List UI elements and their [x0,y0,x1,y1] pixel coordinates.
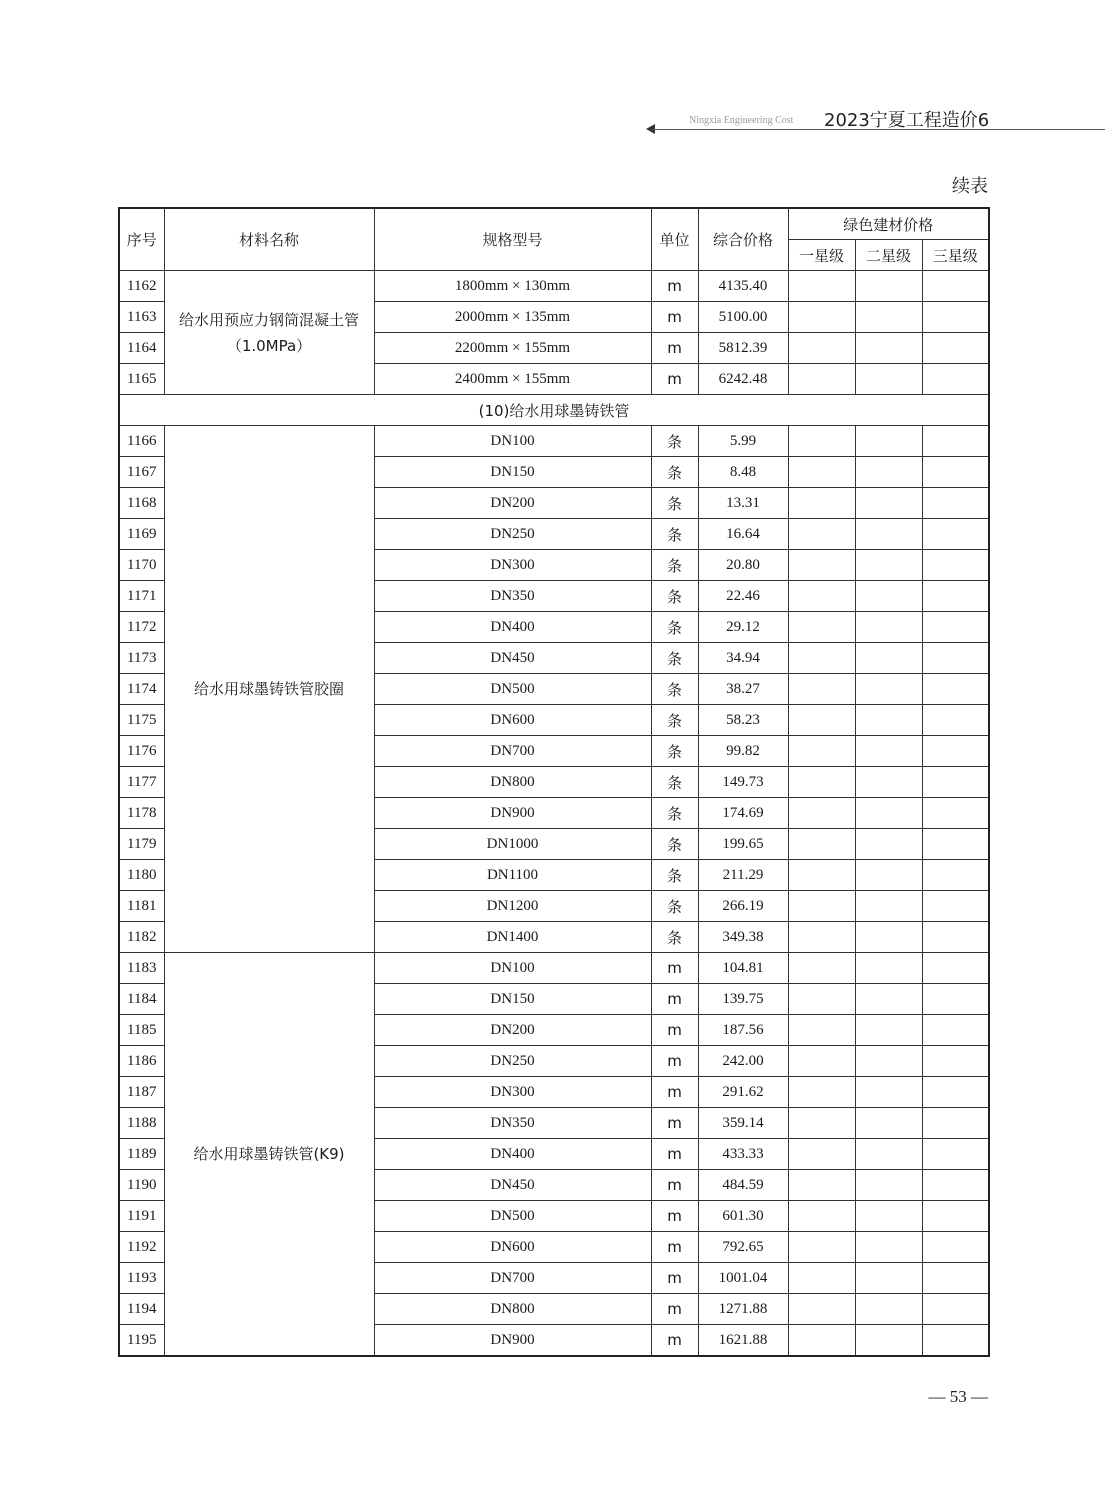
cell-spec: DN150 [374,457,651,488]
cell-unit: m [651,1108,698,1139]
cell-spec: DN100 [374,426,651,457]
cell-three-star [922,457,989,488]
cell-three-star [922,1015,989,1046]
cell-price: 242.00 [698,1046,788,1077]
cell-two-star [855,1201,922,1232]
cell-seq: 1174 [119,674,164,705]
cell-one-star [788,891,855,922]
cell-unit: 条 [651,922,698,953]
cell-two-star [855,829,922,860]
column-header-spec: 规格型号 [374,208,651,271]
cell-seq: 1186 [119,1046,164,1077]
cell-unit: m [651,953,698,984]
cell-spec: DN500 [374,1201,651,1232]
cell-material-name [164,426,374,953]
cell-unit: 条 [651,798,698,829]
cell-three-star [922,1077,989,1108]
cell-three-star [922,922,989,953]
cell-three-star [922,271,989,302]
cell-two-star [855,1170,922,1201]
cell-one-star [788,1046,855,1077]
material-name-line: （1.0MPa） [226,336,312,355]
cell-spec: DN1400 [374,922,651,953]
cell-two-star [855,736,922,767]
cell-three-star [922,612,989,643]
cell-two-star [855,1325,922,1357]
cell-unit: 条 [651,426,698,457]
table-row [119,271,989,302]
cell-two-star [855,643,922,674]
cell-unit: 条 [651,643,698,674]
cell-unit: m [651,1325,698,1357]
cell-spec: DN600 [374,705,651,736]
cell-price: 38.27 [698,674,788,705]
cell-three-star [922,1170,989,1201]
cell-one-star [788,426,855,457]
cell-one-star [788,1263,855,1294]
cell-one-star [788,581,855,612]
column-header-unit: 单位 [651,208,698,271]
cell-price: 34.94 [698,643,788,674]
cell-one-star [788,612,855,643]
cell-one-star [788,705,855,736]
cell-price: 149.73 [698,767,788,798]
cell-price: 792.65 [698,1232,788,1263]
cell-one-star [788,1015,855,1046]
cell-three-star [922,705,989,736]
cell-seq: 1191 [119,1201,164,1232]
table-row [119,426,989,457]
cell-two-star [855,767,922,798]
cell-unit: 条 [651,488,698,519]
cell-one-star [788,519,855,550]
cell-two-star [855,1263,922,1294]
cell-one-star [788,643,855,674]
cell-seq: 1188 [119,1108,164,1139]
cell-seq: 1184 [119,984,164,1015]
column-header-price: 综合价格 [698,208,788,271]
cell-two-star [855,364,922,395]
cell-seq: 1162 [119,271,164,302]
cell-unit: 条 [651,705,698,736]
cell-three-star [922,736,989,767]
cell-two-star [855,333,922,364]
cell-three-star [922,829,989,860]
cell-unit: 条 [651,891,698,922]
cell-spec: DN900 [374,1325,651,1357]
cell-unit: 条 [651,581,698,612]
cell-one-star [788,922,855,953]
cell-three-star [922,860,989,891]
continued-label: 续表 [952,176,988,197]
cell-spec: 2000mm × 135mm [374,302,651,333]
cell-unit: 条 [651,829,698,860]
publication-title: 2023宁夏工程造价6 [824,110,990,131]
cell-three-star [922,333,989,364]
column-header-name: 材料名称 [164,208,374,271]
cell-unit: m [651,1232,698,1263]
cell-unit: 条 [651,736,698,767]
cell-spec: DN400 [374,1139,651,1170]
cell-seq: 1170 [119,550,164,581]
table-header [119,208,989,271]
cell-three-star [922,674,989,705]
cell-two-star [855,922,922,953]
cell-one-star [788,984,855,1015]
cell-unit: m [651,1263,698,1294]
cell-price: 58.23 [698,705,788,736]
cell-one-star [788,1294,855,1325]
cell-three-star [922,550,989,581]
cell-three-star [922,581,989,612]
cell-unit: 条 [651,860,698,891]
section-row [119,395,989,426]
cell-price: 29.12 [698,612,788,643]
cell-price: 433.33 [698,1139,788,1170]
cell-spec: DN1100 [374,860,651,891]
cell-spec: DN700 [374,1263,651,1294]
cell-two-star [855,1077,922,1108]
cell-two-star [855,519,922,550]
cell-three-star [922,1263,989,1294]
cell-price: 5.99 [698,426,788,457]
cell-three-star [922,1046,989,1077]
cell-one-star [788,860,855,891]
cell-spec: DN700 [374,736,651,767]
cell-material-name [164,953,374,1357]
cell-price: 1271.88 [698,1294,788,1325]
cell-price: 349.38 [698,922,788,953]
cell-spec: DN350 [374,581,651,612]
material-name-line: 给水用预应力钢筒混凝土管 [178,310,359,329]
cell-seq: 1172 [119,612,164,643]
cell-price: 291.62 [698,1077,788,1108]
cell-unit: 条 [651,550,698,581]
cell-price: 174.69 [698,798,788,829]
column-header-three-star: 三星级 [922,240,989,271]
cell-three-star [922,891,989,922]
cell-one-star [788,953,855,984]
cell-spec: DN1000 [374,829,651,860]
cell-price: 139.75 [698,984,788,1015]
cell-unit: 条 [651,457,698,488]
cell-one-star [788,798,855,829]
cell-price: 266.19 [698,891,788,922]
table-body [119,271,989,1357]
cell-one-star [788,488,855,519]
cell-seq: 1182 [119,922,164,953]
cell-two-star [855,798,922,829]
cell-two-star [855,705,922,736]
cell-seq: 1169 [119,519,164,550]
cell-spec: DN400 [374,612,651,643]
cell-seq: 1183 [119,953,164,984]
material-name-line: 给水用球墨铸铁管(K9) [193,1145,345,1163]
cell-unit: m [651,984,698,1015]
cell-seq: 1164 [119,333,164,364]
cell-spec: DN450 [374,643,651,674]
cell-one-star [788,550,855,581]
cell-three-star [922,1108,989,1139]
cell-three-star [922,798,989,829]
cell-seq: 1181 [119,891,164,922]
cell-unit: m [651,1015,698,1046]
cell-spec: 1800mm × 130mm [374,271,651,302]
column-header-two-star: 二星级 [855,240,922,271]
cell-one-star [788,1108,855,1139]
cell-price: 4135.40 [698,271,788,302]
cell-two-star [855,457,922,488]
cell-seq: 1185 [119,1015,164,1046]
cell-seq: 1179 [119,829,164,860]
cell-one-star [788,674,855,705]
cell-spec: DN250 [374,1046,651,1077]
cell-two-star [855,1139,922,1170]
cell-spec: DN300 [374,550,651,581]
cell-seq: 1193 [119,1263,164,1294]
cell-two-star [855,426,922,457]
cell-spec: DN500 [374,674,651,705]
cell-spec: DN450 [374,1170,651,1201]
cell-three-star [922,953,989,984]
cell-three-star [922,1201,989,1232]
cell-price: 20.80 [698,550,788,581]
cell-seq: 1171 [119,581,164,612]
cell-seq: 1166 [119,426,164,457]
cell-seq: 1177 [119,767,164,798]
cell-one-star [788,302,855,333]
cell-price: 1621.88 [698,1325,788,1357]
cell-spec: DN200 [374,488,651,519]
cell-unit: m [651,364,698,395]
cell-three-star [922,426,989,457]
cell-one-star [788,364,855,395]
cell-two-star [855,302,922,333]
cell-one-star [788,1232,855,1263]
column-header-seq: 序号 [119,208,164,271]
cell-three-star [922,1325,989,1357]
cell-two-star [855,674,922,705]
cell-spec: DN300 [374,1077,651,1108]
cell-seq: 1190 [119,1170,164,1201]
cell-seq: 1187 [119,1077,164,1108]
cell-one-star [788,767,855,798]
cell-price: 199.65 [698,829,788,860]
cell-two-star [855,1232,922,1263]
cell-unit: 条 [651,612,698,643]
column-header-one-star: 一星级 [788,240,855,271]
cell-price: 601.30 [698,1201,788,1232]
cell-unit: 条 [651,767,698,798]
material-name-line: 给水用球墨铸铁管胶圈 [193,680,344,698]
cell-spec: DN100 [374,953,651,984]
page-number: — 53 — [928,1387,988,1406]
cell-three-star [922,364,989,395]
cell-price: 13.31 [698,488,788,519]
header-rule [652,129,1105,130]
cell-unit: m [651,1170,698,1201]
cell-two-star [855,550,922,581]
cell-one-star [788,333,855,364]
cell-seq: 1189 [119,1139,164,1170]
cell-spec: DN900 [374,798,651,829]
cell-two-star [855,953,922,984]
cell-price: 5812.39 [698,333,788,364]
cell-spec: DN350 [374,1108,651,1139]
cell-one-star [788,1325,855,1357]
cell-seq: 1180 [119,860,164,891]
cell-unit: 条 [651,674,698,705]
cell-unit: m [651,1077,698,1108]
cell-price: 211.29 [698,860,788,891]
cell-one-star [788,829,855,860]
cell-one-star [788,1139,855,1170]
cell-two-star [855,860,922,891]
cell-three-star [922,643,989,674]
cell-seq: 1194 [119,1294,164,1325]
cell-price: 104.81 [698,953,788,984]
cell-seq: 1195 [119,1325,164,1357]
cell-two-star [855,581,922,612]
cell-unit: m [651,1139,698,1170]
cell-unit: m [651,271,698,302]
cell-seq: 1173 [119,643,164,674]
cell-spec: DN1200 [374,891,651,922]
cell-spec: DN600 [374,1232,651,1263]
cell-spec: DN250 [374,519,651,550]
cell-unit: m [651,1201,698,1232]
column-header-green-price: 绿色建材价格 [788,208,989,240]
cell-seq: 1175 [119,705,164,736]
cell-price: 5100.00 [698,302,788,333]
cell-price: 22.46 [698,581,788,612]
cell-material-name [164,271,374,395]
cell-seq: 1192 [119,1232,164,1263]
cell-two-star [855,1108,922,1139]
cell-three-star [922,767,989,798]
cell-seq: 1165 [119,364,164,395]
cell-one-star [788,1077,855,1108]
cell-two-star [855,891,922,922]
table-row [119,953,989,984]
cell-seq: 1163 [119,302,164,333]
cell-price: 16.64 [698,519,788,550]
cell-unit: m [651,1046,698,1077]
cell-seq: 1168 [119,488,164,519]
cell-two-star [855,1294,922,1325]
cell-three-star [922,488,989,519]
cell-three-star [922,1232,989,1263]
cell-unit: 条 [651,519,698,550]
cell-two-star [855,271,922,302]
cell-spec: 2400mm × 155mm [374,364,651,395]
cell-spec: DN800 [374,767,651,798]
cell-price: 484.59 [698,1170,788,1201]
cell-price: 359.14 [698,1108,788,1139]
cell-price: 187.56 [698,1015,788,1046]
cell-price: 8.48 [698,457,788,488]
cell-seq: 1167 [119,457,164,488]
price-table [118,207,990,1357]
cell-unit: m [651,1294,698,1325]
cell-one-star [788,271,855,302]
cell-two-star [855,488,922,519]
cell-three-star [922,1139,989,1170]
cell-spec: DN150 [374,984,651,1015]
cell-unit: m [651,302,698,333]
cell-spec: DN200 [374,1015,651,1046]
cell-price: 99.82 [698,736,788,767]
cell-spec: 2200mm × 155mm [374,333,651,364]
cell-seq: 1178 [119,798,164,829]
cell-unit: m [651,333,698,364]
cell-one-star [788,736,855,767]
publication-name-en: Ningxia Engineering Cost [689,115,794,126]
cell-two-star [855,984,922,1015]
cell-two-star [855,612,922,643]
cell-three-star [922,1294,989,1325]
section-title: (10)给水用球墨铸铁管 [119,395,989,426]
cell-seq: 1176 [119,736,164,767]
cell-one-star [788,457,855,488]
cell-price: 1001.04 [698,1263,788,1294]
cell-two-star [855,1046,922,1077]
cell-three-star [922,519,989,550]
cell-price: 6242.48 [698,364,788,395]
cell-one-star [788,1201,855,1232]
cell-spec: DN800 [374,1294,651,1325]
cell-three-star [922,302,989,333]
cell-one-star [788,1170,855,1201]
cell-three-star [922,984,989,1015]
cell-two-star [855,1015,922,1046]
